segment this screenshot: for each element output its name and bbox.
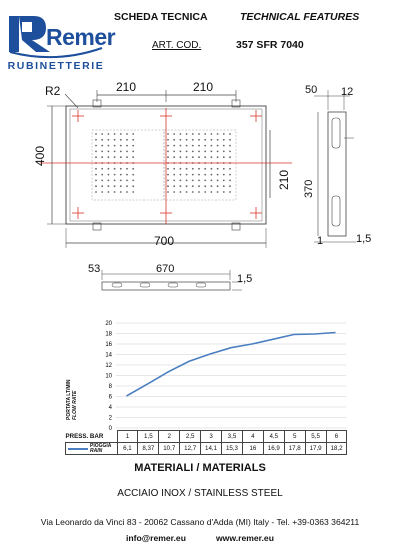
- y-tick-label: 0: [108, 426, 112, 432]
- y-tick-label: 14: [105, 352, 112, 359]
- pressure-value: 5: [284, 431, 305, 443]
- pressure-value: 2: [159, 431, 180, 443]
- bottom-dim-left: 53: [88, 263, 101, 275]
- bottom-dim-thickness: 1,5: [237, 273, 253, 285]
- footer-email[interactable]: info@remer.eu: [126, 533, 186, 543]
- flow-value: 6,1: [117, 443, 138, 455]
- x-row-label: PRESS. BAR: [65, 432, 104, 440]
- footer-website[interactable]: www.remer.eu: [216, 533, 274, 543]
- dim-inner-height: 210: [277, 169, 291, 190]
- pressure-value: 4: [242, 431, 263, 443]
- chart-ylabel-main: PORTATA LT/MIN: [66, 379, 72, 420]
- pressure-value: 3: [201, 431, 222, 443]
- side-dim-bottom-b: 1,5: [356, 233, 372, 245]
- pressure-value: 4,5: [263, 431, 284, 443]
- legend-line-icon: [68, 448, 88, 450]
- legend-series-sub: RAIN: [90, 447, 103, 454]
- flow-value: 17,8: [284, 443, 305, 455]
- legend-cell: [66, 443, 118, 455]
- pressure-value: 2,5: [180, 431, 201, 443]
- y-tick-label: 8: [108, 384, 112, 390]
- pressure-value: 6: [326, 431, 347, 443]
- y-tick-label: 16: [105, 342, 112, 348]
- y-tick-label: 20: [105, 321, 112, 327]
- materials-title: MATERIALI / MATERIALS: [134, 462, 266, 474]
- materials-value: ACCIAIO INOX / STAINLESS STEEL: [117, 488, 283, 499]
- bottom-dim-length: 670: [156, 263, 175, 275]
- y-tick-label: 6: [108, 394, 112, 401]
- title-english: TECHNICAL FEATURES: [240, 11, 360, 23]
- flow-value: 17,9: [305, 443, 326, 455]
- dim-top-left: 210: [116, 80, 137, 94]
- logo-brand-text: Remer: [46, 24, 116, 50]
- y-tick-label: 2: [108, 415, 112, 422]
- dim-top-right: 210: [193, 80, 214, 94]
- pressure-table: [65, 430, 347, 455]
- title-italian: SCHEDA TECNICA: [114, 11, 208, 23]
- side-dim-b: 12: [341, 86, 354, 98]
- dim-height: 400: [33, 145, 47, 166]
- pressure-value: 3,5: [222, 431, 243, 443]
- legend-label: [90, 444, 111, 454]
- y-tick-label: 10: [105, 373, 112, 380]
- flow-value: 16,9: [263, 443, 284, 455]
- flow-value: 14,1: [201, 443, 222, 455]
- dim-width: 700: [154, 234, 175, 248]
- y-tick-label: 12: [105, 363, 112, 369]
- side-view-drawing: [300, 78, 400, 258]
- chart-ylabel-sub: FLOW RATE: [72, 390, 78, 420]
- footer-address: Via Leonardo da Vinci 83 - 20062 Cassano d'Adda (MI) Italy - Tel. +39-0363 364211: [40, 517, 360, 527]
- art-cod-label: ART. COD.: [152, 40, 202, 51]
- chart-ylabel: [66, 379, 78, 420]
- flow-value: 16: [242, 443, 263, 455]
- flow-value: 12,7: [180, 443, 201, 455]
- flow-value: 18,2: [326, 443, 347, 455]
- dim-radius: R2: [45, 84, 61, 98]
- flow-value: 10,7: [159, 443, 180, 455]
- top-view-drawing: [0, 78, 300, 258]
- flow-chart: [80, 316, 356, 434]
- art-cod-value: 357 SFR 7040: [236, 39, 304, 51]
- side-dim-height: 370: [303, 179, 315, 198]
- logo-subtitle: RUBINETTERIE: [7, 60, 105, 72]
- pressure-value: 1: [117, 431, 138, 443]
- pressure-value: 1,5: [138, 431, 159, 443]
- y-tick-label: 4: [108, 405, 112, 411]
- legend-series-name: PIOGGIA: [90, 442, 112, 449]
- pressure-value: 5,5: [305, 431, 326, 443]
- flow-value: 8,37: [138, 443, 159, 455]
- side-dim-a: 50: [305, 84, 318, 96]
- y-tick-label: 18: [105, 331, 112, 338]
- series-line-rain: [127, 333, 336, 397]
- pressure-table-wrap: [65, 430, 347, 455]
- flow-value: 15,3: [222, 443, 243, 455]
- side-dim-bottom-a: 1: [317, 235, 324, 247]
